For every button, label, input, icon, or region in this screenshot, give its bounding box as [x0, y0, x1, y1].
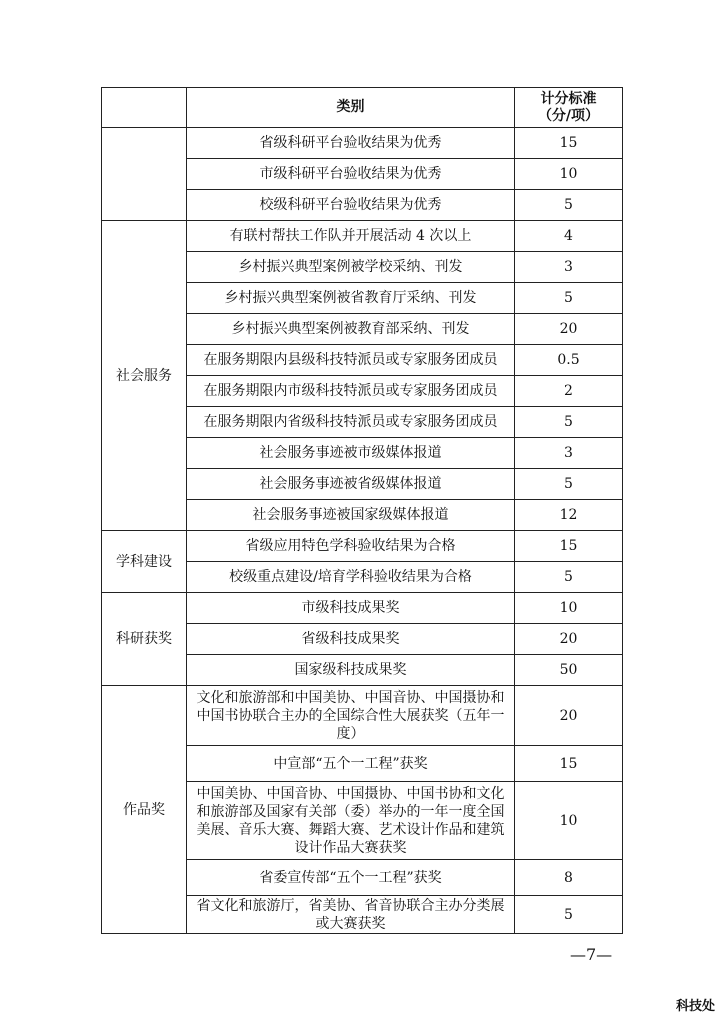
item-label: 在服务期限内县级科技特派员或专家服务团成员 — [187, 345, 515, 376]
item-label: 市级科技成果奖 — [187, 593, 515, 624]
item-label: 社会服务事迹被国家级媒体报道 — [187, 500, 515, 531]
item-score: 5 — [515, 469, 623, 500]
item-score: 50 — [515, 655, 623, 686]
item-label: 乡村振兴典型案例被省教育厅采纳、刊发 — [187, 283, 515, 314]
item-score: 20 — [515, 686, 623, 746]
item-score: 20 — [515, 624, 623, 655]
item-label: 省级科研平台验收结果为优秀 — [187, 128, 515, 159]
item-label: 社会服务事迹被市级媒体报道 — [187, 438, 515, 469]
item-score: 15 — [515, 531, 623, 562]
item-label: 在服务期限内市级科技特派员或专家服务团成员 — [187, 376, 515, 407]
page-number: —7— — [570, 945, 613, 964]
table-row — [102, 128, 623, 159]
item-score: 12 — [515, 500, 623, 531]
item-label: 文化和旅游部和中国美协、中国音协、中国摄协和中国书协联合主办的全国综合性大展获奖（五年一度） — [187, 686, 515, 746]
group-cell: 作品奖 — [102, 686, 187, 934]
item-score: 5 — [515, 407, 623, 438]
item-score: 15 — [515, 128, 623, 159]
item-label: 省级科技成果奖 — [187, 624, 515, 655]
item-score: 10 — [515, 159, 623, 190]
item-label: 乡村振兴典型案例被学校采纳、刊发 — [187, 252, 515, 283]
group-cell: 科研获奖 — [102, 593, 187, 686]
item-label: 国家级科技成果奖 — [187, 655, 515, 686]
item-label: 乡村振兴典型案例被教育部采纳、刊发 — [187, 314, 515, 345]
item-label: 省文化和旅游厅，省美协、省音协联合主办分类展或大赛获奖 — [187, 896, 515, 934]
item-score: 5 — [515, 562, 623, 593]
item-label: 有联村帮扶工作队并开展活动 4 次以上 — [187, 221, 515, 252]
group-cell — [102, 128, 187, 221]
item-label: 校级重点建设/培育学科验收结果为合格 — [187, 562, 515, 593]
item-score: 8 — [515, 860, 623, 896]
table-row — [102, 593, 623, 624]
item-score: 5 — [515, 190, 623, 221]
item-score: 5 — [515, 896, 623, 934]
item-score: 2 — [515, 376, 623, 407]
item-label: 社会服务事迹被省级媒体报道 — [187, 469, 515, 500]
table-row — [102, 531, 623, 562]
scoring-table — [101, 87, 623, 934]
item-label: 中宣部“五个一工程”获奖 — [187, 746, 515, 782]
item-label: 校级科研平台验收结果为优秀 — [187, 190, 515, 221]
header-score: 计分标准 （分/项） — [515, 88, 623, 128]
group-cell: 社会服务 — [102, 221, 187, 531]
item-label: 省委宣传部“五个一工程”获奖 — [187, 860, 515, 896]
item-score: 4 — [515, 221, 623, 252]
item-score: 5 — [515, 283, 623, 314]
item-score: 3 — [515, 438, 623, 469]
item-score: 10 — [515, 782, 623, 860]
item-score: 20 — [515, 314, 623, 345]
item-score: 10 — [515, 593, 623, 624]
header-blank — [102, 88, 187, 128]
group-cell: 学科建设 — [102, 531, 187, 593]
item-score: 15 — [515, 746, 623, 782]
table-row — [102, 686, 623, 746]
item-label: 中国美协、中国音协、中国摄协、中国书协和文化和旅游部及国家有关部（委）举办的一年一度全国美展、音乐大赛、舞蹈大赛、艺术设计作品和建筑设计作品大赛获奖 — [187, 782, 515, 860]
table-row — [102, 221, 623, 252]
item-score: 3 — [515, 252, 623, 283]
item-label: 省级应用特色学科验收结果为合格 — [187, 531, 515, 562]
item-label: 在服务期限内省级科技特派员或专家服务团成员 — [187, 407, 515, 438]
table-header-row — [102, 88, 623, 128]
item-score: 0.5 — [515, 345, 623, 376]
footer-watermark: 科技处 — [676, 999, 716, 1014]
item-label: 市级科研平台验收结果为优秀 — [187, 159, 515, 190]
header-category: 类别 — [187, 88, 515, 128]
